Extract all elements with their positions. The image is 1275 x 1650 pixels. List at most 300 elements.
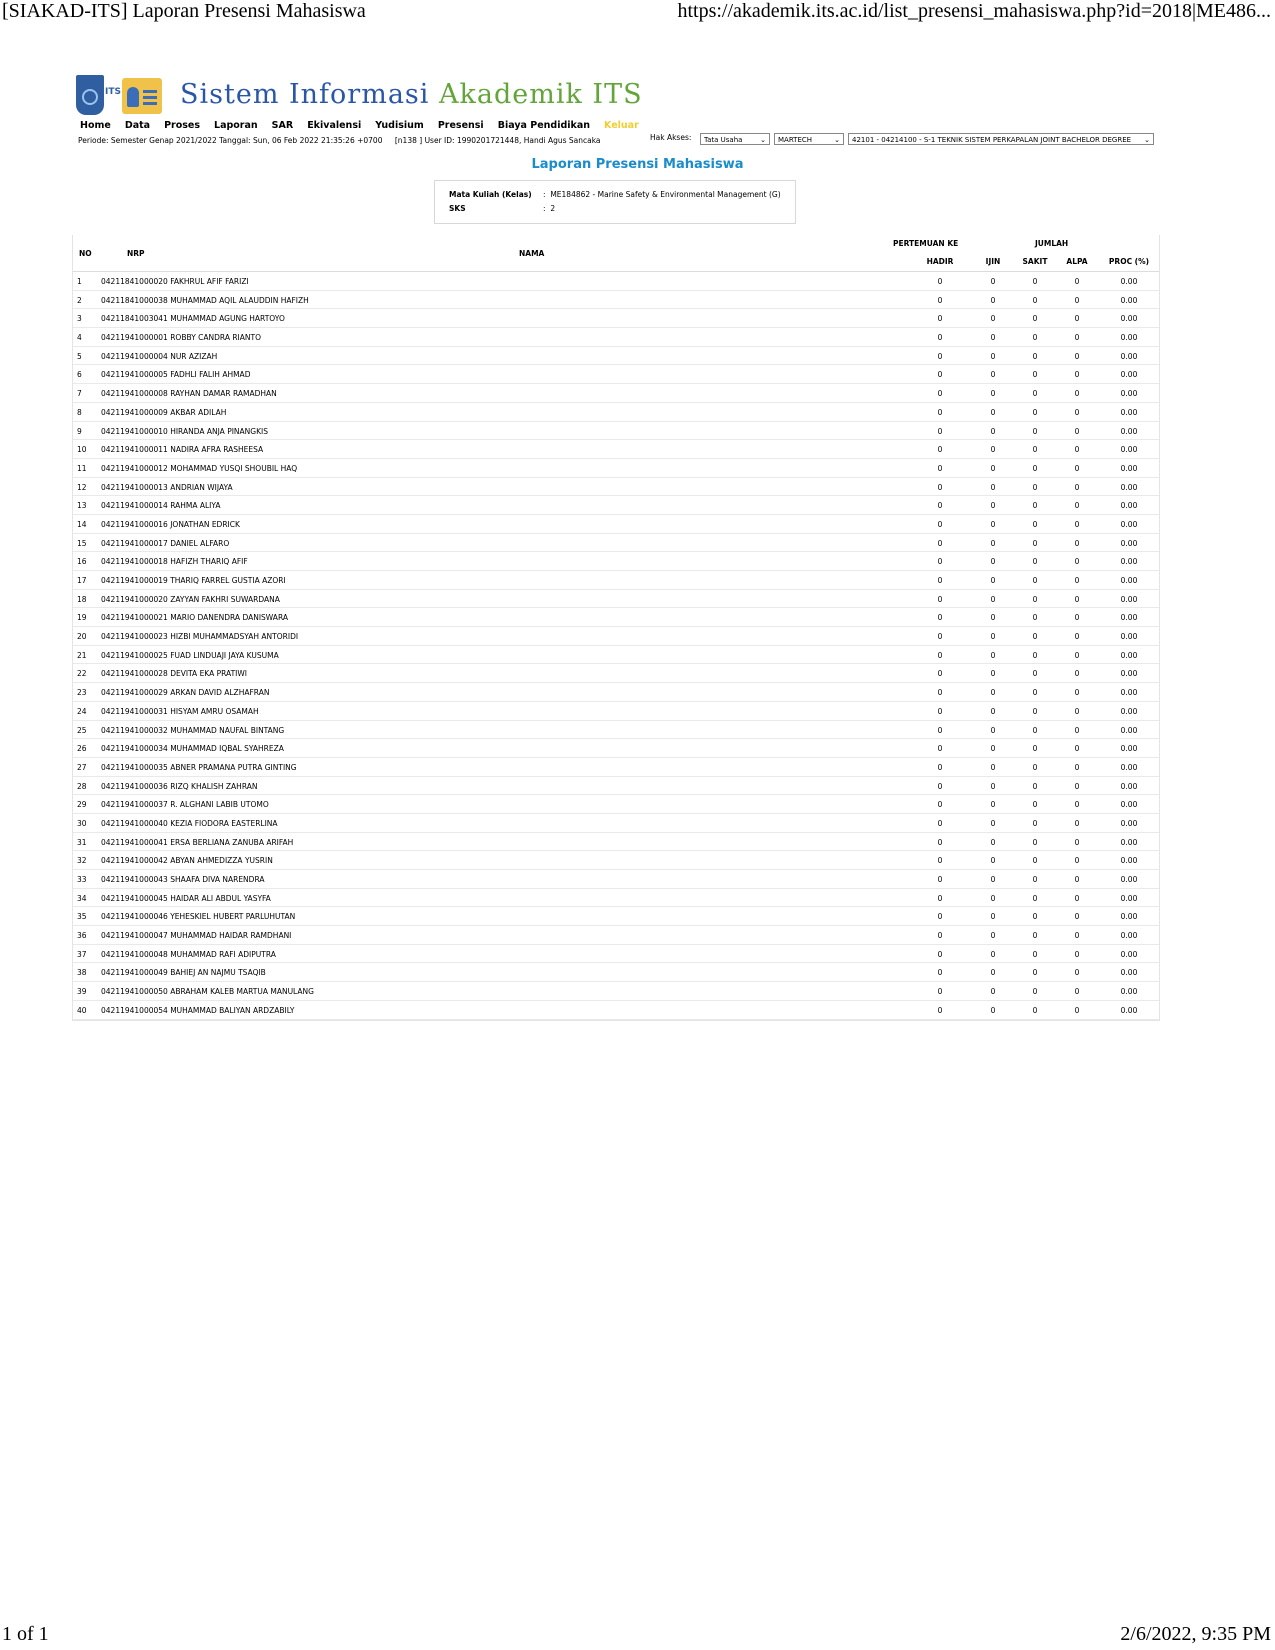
cell-nrp <box>101 408 226 417</box>
cell-hadir: 0 <box>937 856 943 866</box>
cell-no: 8 <box>77 407 82 417</box>
cell-ijin: 0 <box>990 744 996 754</box>
table-row <box>73 683 1159 702</box>
cell-sakit: 0 <box>1032 912 1038 922</box>
nav-item-sar[interactable]: SAR <box>271 120 294 131</box>
table-row <box>73 403 1159 422</box>
cell-alpa: 0 <box>1074 482 1080 492</box>
cell-sakit: 0 <box>1032 762 1038 772</box>
cell-nrp-value: 04211941000040 <box>101 818 168 828</box>
table-row <box>73 889 1159 908</box>
nav-item-yudisium[interactable]: Yudisium <box>375 120 424 131</box>
cell-hadir: 0 <box>937 837 943 847</box>
cell-nama-value: SHAAFA DIVA NARENDRA <box>170 875 265 884</box>
cell-hadir: 0 <box>937 650 943 660</box>
cell-alpa: 0 <box>1074 632 1080 642</box>
cell-hadir: 0 <box>937 351 943 361</box>
cell-alpa: 0 <box>1074 669 1080 679</box>
cell-proc: 0.00 <box>1120 968 1138 978</box>
cell-nrp <box>101 539 229 548</box>
cell-sakit: 0 <box>1032 538 1038 548</box>
cell-ijin: 0 <box>990 856 996 866</box>
main-nav <box>80 120 653 134</box>
cell-proc: 0.00 <box>1120 781 1138 791</box>
cell-ijin: 0 <box>990 370 996 380</box>
cell-hadir: 0 <box>937 912 943 922</box>
cell-nrp <box>101 875 264 884</box>
cell-nama-value: FUAD LINDUAJI JAYA KUSUMA <box>170 650 279 660</box>
cell-sakit: 0 <box>1032 632 1038 642</box>
cell-nrp <box>101 968 266 977</box>
course-sep: : <box>543 190 546 199</box>
cell-proc: 0.00 <box>1120 389 1138 399</box>
cell-hadir: 0 <box>937 632 943 642</box>
cell-alpa: 0 <box>1074 781 1080 791</box>
table-row <box>73 963 1159 982</box>
cell-nama-value: FAKHRUL AFIF FARIZI <box>170 277 249 286</box>
cell-proc: 0.00 <box>1120 987 1138 997</box>
cell-nama-value: ZAYYAN FAKHRI SUWARDANA <box>170 594 280 604</box>
cell-ijin: 0 <box>990 426 996 436</box>
cell-nrp-value: 04211941000029 <box>101 688 168 698</box>
cell-alpa: 0 <box>1074 314 1080 324</box>
cell-proc: 0.00 <box>1120 744 1138 754</box>
cell-proc: 0.00 <box>1120 669 1138 679</box>
cell-ijin: 0 <box>990 650 996 660</box>
cell-nama-value: AKBAR ADILAH <box>170 407 227 417</box>
cell-hadir: 0 <box>937 463 943 473</box>
cell-sakit: 0 <box>1032 650 1038 660</box>
cell-nrp <box>101 483 233 492</box>
cell-no: 40 <box>77 1005 87 1015</box>
cell-ijin: 0 <box>990 632 996 642</box>
cell-proc: 0.00 <box>1120 277 1138 286</box>
cell-hadir: 0 <box>937 987 943 997</box>
cell-ijin: 0 <box>990 669 996 679</box>
cell-alpa: 0 <box>1074 594 1080 604</box>
cell-proc: 0.00 <box>1120 931 1138 941</box>
nav-item-biaya-pendidikan[interactable]: Biaya Pendidikan <box>497 120 591 131</box>
cell-nama-value: KEZIA FIODORA EASTERLINA <box>170 818 278 828</box>
banner-title-part1: Sistem Informasi <box>180 79 439 110</box>
cell-ijin: 0 <box>990 501 996 511</box>
cell-alpa: 0 <box>1074 1005 1080 1015</box>
cell-nrp <box>101 314 285 323</box>
cell-nrp-value: 04211841000020 <box>101 277 168 286</box>
cell-alpa: 0 <box>1074 426 1080 436</box>
cell-nrp <box>101 501 221 510</box>
cell-proc: 0.00 <box>1120 949 1138 959</box>
cell-nrp <box>101 296 309 305</box>
cell-proc: 0.00 <box>1120 912 1138 922</box>
cell-no: 22 <box>77 669 87 679</box>
print-header <box>0 0 1275 26</box>
cell-hadir: 0 <box>937 594 943 604</box>
cell-ijin: 0 <box>990 706 996 716</box>
table-row <box>73 384 1159 403</box>
cell-ijin: 0 <box>990 613 996 623</box>
cell-nrp <box>101 987 314 996</box>
table-row <box>73 1001 1159 1020</box>
cell-ijin: 0 <box>990 968 996 978</box>
cell-sakit: 0 <box>1032 688 1038 698</box>
cell-ijin: 0 <box>990 594 996 604</box>
cell-nama-value: MUHAMMAD HAIDAR RAMDHANI <box>170 931 292 941</box>
cell-sakit: 0 <box>1032 351 1038 361</box>
cell-proc: 0.00 <box>1120 856 1138 866</box>
cell-proc: 0.00 <box>1120 613 1138 623</box>
cell-nrp-value: 04211941000045 <box>101 893 168 903</box>
cell-proc: 0.00 <box>1120 351 1138 361</box>
table-row <box>73 870 1159 889</box>
cell-alpa: 0 <box>1074 800 1080 810</box>
cell-sakit: 0 <box>1032 501 1038 511</box>
cell-ijin: 0 <box>990 837 996 847</box>
sks-sep: : <box>543 204 546 213</box>
cell-alpa: 0 <box>1074 389 1080 399</box>
table-row <box>73 851 1159 870</box>
cell-nrp <box>101 557 248 566</box>
cell-nrp-value: 04211841000038 <box>101 295 168 305</box>
nav-item-laporan[interactable]: Laporan <box>214 120 258 131</box>
cell-proc: 0.00 <box>1120 632 1138 642</box>
cell-alpa: 0 <box>1074 744 1080 754</box>
cell-sakit: 0 <box>1032 370 1038 380</box>
nav-item-home[interactable]: Home <box>80 120 111 131</box>
cell-hadir: 0 <box>937 445 943 455</box>
nav-item-data[interactable]: Data <box>124 120 151 131</box>
cell-alpa: 0 <box>1074 987 1080 997</box>
cell-nrp-value: 04211941000043 <box>101 875 168 884</box>
cell-proc: 0.00 <box>1120 576 1138 585</box>
col-header-nama: NAMA <box>519 249 545 258</box>
cell-nama-value: ARKAN DAVID ALZHAFRAN <box>170 688 270 698</box>
cell-ijin: 0 <box>990 781 996 791</box>
attendance-table <box>72 235 1160 1021</box>
cell-no: 14 <box>77 519 87 529</box>
cell-ijin: 0 <box>990 931 996 941</box>
cell-nrp-value: 04211941000041 <box>101 837 168 847</box>
nav-item-logout[interactable]: Keluar <box>604 120 639 131</box>
cell-hadir: 0 <box>937 576 943 585</box>
cell-alpa: 0 <box>1074 818 1080 828</box>
cell-nrp <box>101 1006 294 1015</box>
cell-no: 28 <box>77 781 87 791</box>
banner-title-part2: Akademik ITS <box>439 79 643 110</box>
cell-nrp-value: 04211941000031 <box>101 706 168 716</box>
cell-ijin: 0 <box>990 333 996 343</box>
cell-nama-value: DANIEL ALFARO <box>170 538 230 548</box>
table-row <box>73 515 1159 534</box>
cell-nama-value: ERSA BERLIANA ZANUBA ARIFAH <box>170 837 294 847</box>
table-row <box>73 702 1159 721</box>
cell-nama-value: RIZQ KHALISH ZAHRAN <box>170 781 258 791</box>
col-header-nrp: NRP <box>127 249 145 258</box>
cell-alpa: 0 <box>1074 370 1080 380</box>
cell-ijin: 0 <box>990 482 996 492</box>
cell-no: 7 <box>77 389 82 399</box>
cell-sakit: 0 <box>1032 407 1038 417</box>
cell-sakit: 0 <box>1032 389 1038 399</box>
cell-hadir: 0 <box>937 725 943 735</box>
cell-ijin: 0 <box>990 912 996 922</box>
cell-nrp-value: 04211941000050 <box>101 987 168 997</box>
cell-proc: 0.00 <box>1120 519 1138 529</box>
print-page-number: 1 of 1 <box>2 1623 49 1645</box>
cell-hadir: 0 <box>937 482 943 492</box>
cell-no: 38 <box>77 968 87 978</box>
cell-hadir: 0 <box>937 426 943 436</box>
cell-nrp <box>101 931 291 940</box>
cell-nrp <box>101 838 293 847</box>
nav-item-ekivalensi[interactable]: Ekivalensi <box>307 120 362 131</box>
table-row <box>73 590 1159 609</box>
cell-ijin: 0 <box>990 557 996 567</box>
cell-nama-value: ANDRIAN WIJAYA <box>170 482 233 492</box>
cell-alpa: 0 <box>1074 949 1080 959</box>
cell-nrp <box>101 688 269 697</box>
table-row <box>73 272 1159 291</box>
cell-no: 4 <box>77 333 82 343</box>
cell-ijin: 0 <box>990 314 996 324</box>
cell-nrp-value: 04211941000028 <box>101 669 168 679</box>
cell-hadir: 0 <box>937 389 943 399</box>
cell-alpa: 0 <box>1074 333 1080 343</box>
cell-no: 37 <box>77 949 87 959</box>
cell-alpa: 0 <box>1074 576 1080 585</box>
prodi-value: 42101 - 04214100 - S-1 TEKNIK SISTEM PERKAPALAN JOINT BACHELOR DEGREE <box>852 136 1132 144</box>
cell-hadir: 0 <box>937 781 943 791</box>
cell-hadir: 0 <box>937 613 943 623</box>
cell-sakit: 0 <box>1032 949 1038 959</box>
cell-nrp-value: 04211941000010 <box>101 426 168 436</box>
cell-sakit: 0 <box>1032 856 1038 866</box>
cell-proc: 0.00 <box>1120 538 1138 548</box>
cell-ijin: 0 <box>990 762 996 772</box>
cell-alpa: 0 <box>1074 931 1080 941</box>
cell-sakit: 0 <box>1032 426 1038 436</box>
cell-nrp <box>101 520 240 529</box>
cell-sakit: 0 <box>1032 968 1038 978</box>
cell-ijin: 0 <box>990 351 996 361</box>
print-page-title: [SIAKAD-ITS] Laporan Presensi Mahasiswa <box>2 0 366 22</box>
cell-nama-value: ABYAN AHMEDIZZA YUSRIN <box>170 856 273 866</box>
cell-nama-value: MUHAMMAD RAFI ADIPUTRA <box>170 949 276 959</box>
cell-hadir: 0 <box>937 800 943 810</box>
table-row <box>73 496 1159 515</box>
cell-nrp-value: 04211941000018 <box>101 557 168 567</box>
cell-alpa: 0 <box>1074 463 1080 473</box>
cell-proc: 0.00 <box>1120 650 1138 660</box>
cell-nrp <box>101 726 284 735</box>
table-header <box>73 235 1159 272</box>
table-row <box>73 440 1159 459</box>
cell-sakit: 0 <box>1032 781 1038 791</box>
cell-hadir: 0 <box>937 688 943 698</box>
cell-sakit: 0 <box>1032 837 1038 847</box>
cell-nrp-value: 04211941000016 <box>101 519 168 529</box>
cell-nrp <box>101 894 271 903</box>
cell-alpa: 0 <box>1074 875 1080 884</box>
cell-no: 15 <box>77 538 87 548</box>
cell-nrp <box>101 352 217 361</box>
print-footer <box>0 1622 1275 1650</box>
cell-sakit: 0 <box>1032 445 1038 455</box>
cell-nrp-value: 04211941000004 <box>101 351 168 361</box>
cell-nama-value: HISYAM AMRU OSAMAH <box>170 706 259 716</box>
cell-proc: 0.00 <box>1120 463 1138 473</box>
cell-nrp <box>101 427 268 436</box>
cell-alpa: 0 <box>1074 968 1080 978</box>
cell-nrp-value: 04211941000048 <box>101 949 168 959</box>
cell-proc: 0.00 <box>1120 370 1138 380</box>
cell-nrp-value: 04211941000023 <box>101 632 168 642</box>
cell-alpa: 0 <box>1074 519 1080 529</box>
cell-ijin: 0 <box>990 893 996 903</box>
cell-hadir: 0 <box>937 538 943 548</box>
course-info-box <box>434 180 796 224</box>
cell-sakit: 0 <box>1032 987 1038 997</box>
cell-alpa: 0 <box>1074 613 1080 623</box>
cell-hadir: 0 <box>937 557 943 567</box>
cell-hadir: 0 <box>937 744 943 754</box>
cell-nama-value: JONATHAN EDRICK <box>170 519 240 529</box>
cell-alpa: 0 <box>1074 538 1080 548</box>
course-value: ME184862 - Marine Safety & Environmental Management (G) <box>550 190 781 199</box>
cell-nama-value: HAFIZH THARIQ AFIF <box>170 557 248 567</box>
cell-nama-value: MARIO DANENDRA DANISWARA <box>170 613 288 623</box>
cell-ijin: 0 <box>990 987 996 997</box>
sks-label: SKS <box>449 204 466 213</box>
cell-no: 17 <box>77 576 87 585</box>
table-body <box>73 272 1159 1020</box>
col-header-alpa: ALPA <box>1066 257 1088 266</box>
cell-no: 1 <box>77 277 82 286</box>
cell-ijin: 0 <box>990 463 996 473</box>
hak-akses-select[interactable] <box>700 133 770 145</box>
cell-no: 23 <box>77 688 87 698</box>
cell-nrp-value: 04211941000032 <box>101 725 168 735</box>
cell-hadir: 0 <box>937 370 943 380</box>
cell-no: 36 <box>77 931 87 941</box>
cell-no: 34 <box>77 893 87 903</box>
cell-nama-value: FADHLI FALIH AHMAD <box>170 370 251 380</box>
table-row <box>73 608 1159 627</box>
cell-nrp-value: 04211941000020 <box>101 594 168 604</box>
cell-no: 31 <box>77 837 87 847</box>
cell-alpa: 0 <box>1074 837 1080 847</box>
table-row <box>73 646 1159 665</box>
cell-hadir: 0 <box>937 968 943 978</box>
cell-proc: 0.00 <box>1120 482 1138 492</box>
its-shield-icon <box>76 75 104 115</box>
col-header-hadir: HADIR <box>926 257 954 266</box>
cell-no: 2 <box>77 295 82 305</box>
cell-proc: 0.00 <box>1120 1005 1138 1015</box>
unit-select[interactable] <box>774 133 844 145</box>
cell-nama-value: BAHIEJ AN NAJMU TSAQIB <box>170 968 266 978</box>
cell-nama-value: ABNER PRAMANA PUTRA GINTING <box>170 762 297 772</box>
cell-no: 24 <box>77 706 87 716</box>
chevron-down-icon: ⌄ <box>1144 136 1150 144</box>
cell-proc: 0.00 <box>1120 893 1138 903</box>
prodi-select[interactable] <box>848 133 1154 145</box>
cell-nama-value: MUHAMMAD AGUNG HARTOYO <box>170 314 285 324</box>
cell-no: 30 <box>77 818 87 828</box>
print-page-url: https://akademik.its.ac.id/list_presensi_mahasiswa.php?id=2018|ME486... <box>677 0 1271 22</box>
table-row <box>73 571 1159 590</box>
cell-hadir: 0 <box>937 931 943 941</box>
cell-nrp-value: 04211941000042 <box>101 856 168 866</box>
table-row <box>73 795 1159 814</box>
cell-nrp <box>101 950 276 959</box>
cell-no: 35 <box>77 912 87 922</box>
cell-nrp <box>101 389 277 398</box>
col-header-jumlah: JUMLAH <box>1035 239 1069 248</box>
cell-no: 6 <box>77 370 82 380</box>
table-row <box>73 945 1159 964</box>
cell-no: 11 <box>77 463 87 473</box>
cell-no: 3 <box>77 314 82 324</box>
table-row <box>73 777 1159 796</box>
cell-alpa: 0 <box>1074 762 1080 772</box>
cell-nrp <box>101 370 250 379</box>
cell-proc: 0.00 <box>1120 407 1138 417</box>
cell-ijin: 0 <box>990 688 996 698</box>
table-row <box>73 309 1159 328</box>
cell-nrp-value: 04211941000008 <box>101 389 168 399</box>
session-info <box>78 136 601 145</box>
cell-nrp <box>101 632 298 641</box>
col-header-ijin: IJIN <box>985 257 1001 266</box>
cell-no: 12 <box>77 482 87 492</box>
id-card-icon <box>122 78 162 114</box>
table-row <box>73 721 1159 740</box>
report-title: Laporan Presensi Mahasiswa <box>531 157 744 172</box>
cell-proc: 0.00 <box>1120 295 1138 305</box>
cell-hadir: 0 <box>937 314 943 324</box>
cell-alpa: 0 <box>1074 706 1080 716</box>
table-row <box>73 347 1159 366</box>
cell-alpa: 0 <box>1074 856 1080 866</box>
unit-value: MARTECH <box>778 136 813 144</box>
cell-sakit: 0 <box>1032 725 1038 735</box>
cell-nama-value: MOHAMMAD YUSQI SHOUBIL HAQ <box>170 463 298 473</box>
cell-nrp-value: 04211941000021 <box>101 613 168 623</box>
cell-no: 25 <box>77 725 87 735</box>
cell-no: 18 <box>77 594 87 604</box>
course-row <box>449 190 781 199</box>
table-row <box>73 365 1159 384</box>
nav-item-presensi[interactable]: Presensi <box>437 120 484 131</box>
table-row <box>73 552 1159 571</box>
cell-ijin: 0 <box>990 538 996 548</box>
cell-sakit: 0 <box>1032 594 1038 604</box>
nav-item-proses[interactable]: Proses <box>164 120 201 131</box>
cell-nrp-value: 04211941000014 <box>101 501 168 511</box>
cell-hadir: 0 <box>937 669 943 679</box>
cell-nama-value: RAHMA ALIYA <box>170 501 221 511</box>
cell-proc: 0.00 <box>1120 818 1138 828</box>
cell-ijin: 0 <box>990 407 996 417</box>
cell-nama-value: R. ALGHANI LABIB UTOMO <box>170 800 269 810</box>
cell-ijin: 0 <box>990 800 996 810</box>
cell-nrp <box>101 333 261 342</box>
cell-no: 32 <box>77 856 87 866</box>
hak-akses-value: Tata Usaha <box>704 136 743 144</box>
cell-nrp <box>101 707 259 716</box>
cell-nrp-value: 04211941000037 <box>101 800 168 810</box>
